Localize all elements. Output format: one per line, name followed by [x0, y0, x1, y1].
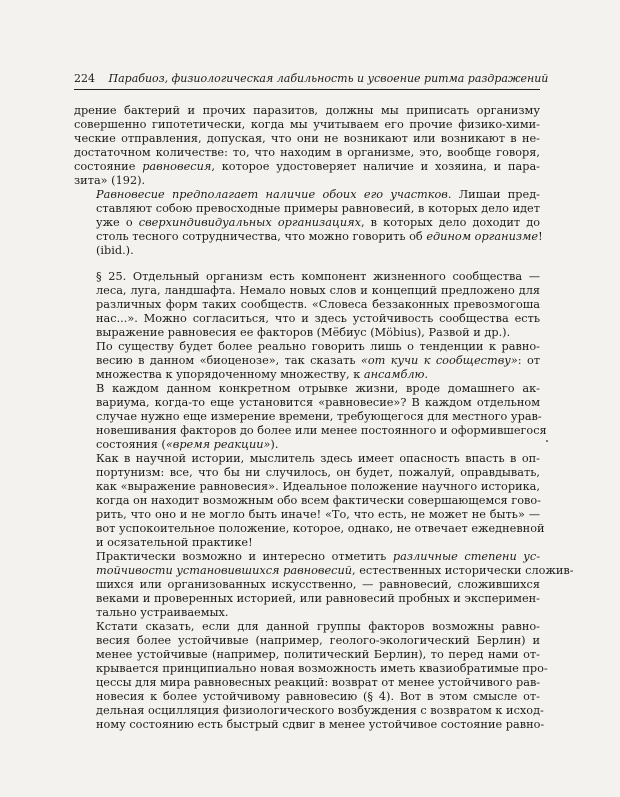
- italic-segment: ансамблю: [363, 368, 425, 381]
- text-segment: цессы для мира равновесных реакций: возврат от менее устойчивого рав-: [96, 676, 541, 689]
- italic-segment: тойчивости установившихся равновесий: [96, 564, 353, 577]
- text-segment: леса, луга, ландшафта. Немало новых слов и концепций предложено для: [96, 284, 540, 297]
- italic-segment: равновесия: [142, 160, 212, 173]
- text-segment: уже о: [96, 216, 139, 229]
- text-segment: .: [424, 368, 429, 381]
- text-line: [74, 202, 540, 216]
- text-segment: Практически возможно и интересно отметить: [96, 550, 393, 563]
- text-segment: ному состоянию есть быстрый сдвиг в менее устойчивое состояние равно-: [96, 718, 545, 731]
- text-line: [74, 634, 540, 648]
- italic-segment: «время реакции»: [165, 438, 271, 451]
- text-segment: (ibid.).: [96, 244, 134, 257]
- text-line: [74, 326, 540, 340]
- text-segment: крывается принципиально новая возможность иметь квазиобратимые про-: [96, 662, 548, 675]
- text-line: [74, 216, 540, 230]
- text-segment: выражение равновесия ее факторов (Мёбиус (Möbius), Развой и др.).: [96, 326, 511, 339]
- text-segment: ставляют собою превосходные примеры равновесий, в которых дело идет: [96, 202, 540, 215]
- text-segment: совершенно гипотетически, когда мы учитываем его прочие физико-хими-: [74, 118, 540, 131]
- text-line: [74, 284, 540, 298]
- paragraph: [74, 340, 540, 382]
- paragraph: [74, 620, 548, 732]
- text-segment: портунизм: все, что бы ни случилось, он будет, пожалуй, оправдывать,: [96, 466, 540, 479]
- text-line: [74, 690, 540, 704]
- text-segment: вот успокоительное положение, которое, однако, не отвечает ежедневной: [96, 522, 545, 535]
- text-segment: , в которых дело доходит до: [360, 216, 540, 229]
- italic-segment: различные степени ус-: [392, 550, 541, 563]
- text-segment: !: [538, 230, 543, 243]
- text-line: [74, 174, 540, 188]
- paragraph: [74, 382, 547, 452]
- text-segment: весию в данном «биоценозе», так сказать: [96, 354, 361, 367]
- text-segment: и осязательной практике!: [96, 536, 253, 549]
- text-line: [74, 244, 540, 258]
- text-segment: новешивания факторов до более или менее постоянного и оформившегося: [96, 424, 547, 437]
- text-segment: , естественных исторически сложив-: [352, 564, 574, 577]
- text-segment: когда он находит возможным обо всем фактически совершающемся гово-: [96, 494, 541, 507]
- text-line: [74, 578, 540, 592]
- margin-speck: [546, 440, 548, 442]
- text-line: [74, 718, 545, 732]
- header-rule: [74, 89, 540, 90]
- text-line: [74, 564, 574, 578]
- text-segment: случае нужно еще измерение времени, требующегося для местного урав-: [96, 410, 542, 423]
- text-line: [74, 270, 540, 284]
- text-segment: дрение бактерий и прочих паразитов, должны мы приписать организму: [74, 104, 540, 117]
- text-segment: Кстати сказать, если для данной группы факторов возможны равно-: [96, 620, 540, 633]
- text-line: [74, 160, 540, 174]
- text-line: [74, 146, 540, 160]
- text-segment: тально устраиваемых.: [96, 606, 229, 619]
- text-line: [74, 704, 544, 718]
- text-segment: новесия к более устойчивому равновесию (§ 4). Вот в этом смысле от-: [96, 690, 540, 703]
- paragraph: [74, 452, 545, 550]
- text-line: [74, 396, 540, 410]
- text-line: [74, 188, 540, 202]
- text-segment: множества к упорядоченному множеству, к: [96, 368, 364, 381]
- italic-segment: едином организме: [426, 230, 539, 243]
- page-body: [74, 104, 574, 732]
- running-header: [74, 72, 549, 86]
- text-line: [74, 438, 540, 452]
- text-segment: дельная осцилляция физиологического возбуждения с возвратом к исход-: [96, 704, 544, 717]
- text-line: [74, 104, 540, 118]
- text-line: [74, 452, 540, 466]
- text-line: [74, 230, 543, 244]
- text-segment: состояния (: [96, 438, 166, 451]
- text-segment: ческие отправления, допуская, что они не возникают или возникают в не-: [74, 132, 540, 145]
- section-gap: [74, 258, 540, 270]
- text-segment: весия более устойчивые (например, геолого-экологический Берлин) и: [96, 634, 540, 647]
- text-segment: Как в научной истории, мыслитель здесь имеет опасность впасть в оп-: [96, 452, 540, 465]
- text-line: [74, 312, 540, 326]
- text-line: [74, 606, 540, 620]
- text-segment: рить, что оно и не могло быть иначе! «То, что есть, не может не быть» —: [96, 508, 540, 521]
- italic-segment: сверхиндивидуальных организациях: [138, 216, 361, 229]
- text-line: [74, 354, 540, 368]
- text-segment: достаточном количестве: то, что находим в организме, это, вообще говоря,: [74, 146, 540, 159]
- page-number: 224: [74, 72, 95, 85]
- text-line: [74, 550, 540, 564]
- text-line: [74, 132, 540, 146]
- text-line: [74, 522, 545, 536]
- text-line: [74, 382, 540, 396]
- text-segment: : от: [517, 354, 540, 367]
- text-line: [74, 410, 540, 424]
- text-segment: . Лишаи пред-: [447, 188, 540, 201]
- text-segment: шихся или организованных искусственно, — равновесий, сложившихся: [96, 578, 540, 591]
- text-segment: вариума, когда-то еще установится «равновесие»? В каждом отдельном: [96, 396, 540, 409]
- text-segment: В каждом данном конкретном отрывке жизни, вроде домашнего ак-: [96, 382, 540, 395]
- text-line: [74, 620, 540, 634]
- text-segment: нас...». Можно согласиться, что и здесь устойчивость сообщества есть: [96, 312, 540, 325]
- text-line: [74, 368, 540, 382]
- paragraph: [74, 104, 540, 188]
- text-segment: столь тесного сотрудничества, что можно говорить об: [96, 230, 427, 243]
- text-line: [74, 424, 547, 438]
- text-line: [74, 494, 540, 508]
- text-line: [74, 118, 540, 132]
- text-line: [74, 298, 540, 312]
- paragraph: [74, 550, 574, 620]
- text-segment: состояние: [74, 160, 143, 173]
- text-segment: § 25. Отдельный организм есть компонент жизненного сообщества —: [96, 270, 540, 283]
- text-segment: По существу будет более реально говорить лишь о тенденции к равно-: [96, 340, 540, 353]
- text-line: [74, 662, 548, 676]
- text-line: [74, 340, 540, 354]
- text-line: [74, 466, 540, 480]
- text-segment: различных форм таких сообществ. «Словеса беззаконных превозмогоша: [96, 298, 540, 311]
- running-title: Парабиоз, физиологическая лабильность и усвоение ритма раздражений: [108, 72, 549, 85]
- paragraph: [74, 270, 540, 340]
- text-line: [74, 480, 540, 494]
- text-segment: , которое удостоверяет наличие и хозяина, и пара-: [211, 160, 541, 173]
- text-segment: зита» (192).: [74, 174, 146, 187]
- text-segment: ).: [270, 438, 279, 451]
- italic-segment: «от кучи к сообществу»: [360, 354, 518, 367]
- italic-segment: Равновесие предполагает наличие обоих его участков: [96, 188, 448, 201]
- text-line: [74, 508, 540, 522]
- text-segment: менее устойчивые (например, политический Берлин), то перед нами от-: [96, 648, 540, 661]
- text-segment: веками и проверенных историей, или равновесий пробных и эксперимен-: [96, 592, 540, 605]
- text-line: [74, 536, 540, 550]
- paragraph: [74, 188, 543, 258]
- text-line: [74, 676, 540, 690]
- text-segment: как «выражение равновесия». Идеальное положение научного историка,: [96, 480, 540, 493]
- text-line: [74, 648, 540, 662]
- text-line: [74, 592, 540, 606]
